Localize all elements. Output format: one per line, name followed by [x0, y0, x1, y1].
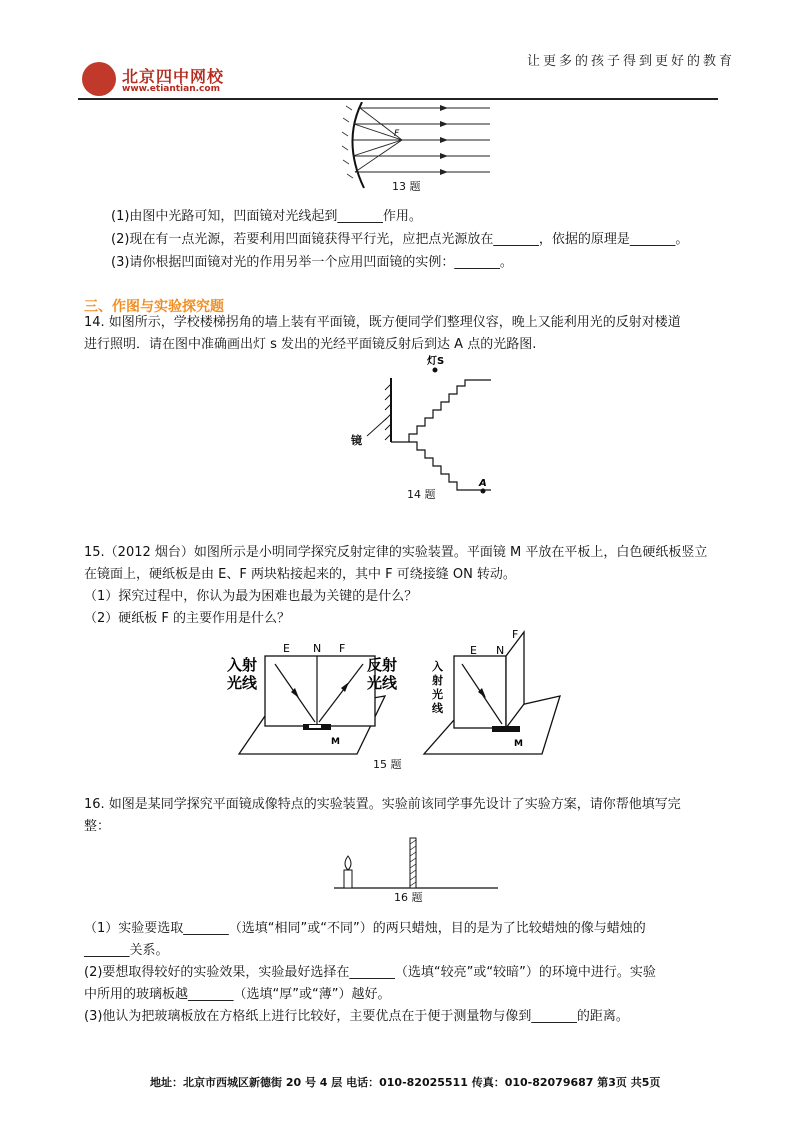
q16-line-6: 中所用的玻璃板越_______（选填“厚”或“薄”）越好。: [84, 987, 391, 1002]
figure-15-right-label-M: M: [514, 739, 523, 749]
figure-15-right-vert-2: 射: [432, 674, 443, 687]
header-slogan: 让更多的孩子得到更好的教育: [527, 54, 736, 69]
figure-14-caption: 14 题: [407, 488, 436, 501]
figure-15-right-label-E: E: [470, 644, 477, 657]
figure-15-label-E: E: [283, 642, 290, 655]
figure-14-mirror-label: 镜: [351, 434, 362, 447]
figure-14-staircase: [345, 352, 505, 502]
figure-15-right-apparatus: [418, 624, 568, 760]
figure-15-incident-label-2: 光线: [227, 674, 258, 692]
figure-13-caption: 13 题: [392, 180, 421, 193]
figure-15-right-vert-4: 线: [432, 702, 443, 715]
figure-15-label-N: N: [313, 642, 322, 655]
figure-15-right-vert-1: 入: [432, 660, 443, 673]
figure-14-lamp-label: 灯S: [427, 356, 445, 367]
q16-line-4: _______关系。: [84, 943, 169, 958]
figure-14-point-label: A: [479, 478, 487, 489]
figure-15-label-F: F: [339, 642, 346, 655]
q16-line-3: （1）实验要选取_______（选填“相同”或“不同”）的两只蜡烛，目的是为了比较蜡烛的像与蜡烛的: [84, 921, 646, 936]
q16-line-5: (2)要想取得较好的实验效果，实验最好选择在_______（选填“较亮”或“较暗”）的环境中进行。实验: [84, 965, 656, 980]
figure-15-left-apparatus: [225, 638, 400, 760]
section-title: 三、作图与实验探究题: [84, 299, 224, 315]
school-logo-url: www.etiantian.com: [122, 84, 220, 94]
q13-line-1: (1)由图中光路可知，凹面镜对光线起到_______作用。: [111, 209, 422, 224]
figure-16-caption: 16 题: [394, 891, 423, 904]
q13-line-3: (3)请你根据凹面镜对光的作用另举一个应用凹面镜的实例：_______。: [111, 255, 513, 270]
figure-15-incident-label-1: 入射: [227, 656, 258, 674]
q16-line-7: (3)他认为把玻璃板放在方格纸上进行比较好，主要优点在于便于测量物与像到_______的距离。: [84, 1009, 629, 1024]
school-logo-emblem: [82, 62, 116, 96]
school-logo-name: 北京四中网校: [122, 67, 225, 86]
figure-15-reflected-label-1: 反射: [367, 656, 398, 674]
figure-15-right-label-F: F: [512, 628, 519, 641]
header-divider: [78, 98, 718, 100]
figure-13-focus-label: F: [394, 129, 400, 139]
figure-15-caption: 15 题: [373, 758, 402, 771]
figure-15-right-label-N: N: [496, 644, 505, 657]
figure-15-right-vert-3: 光: [432, 688, 443, 701]
q13-line-2: (2)现在有一点光源，若要利用凹面镜获得平行光，应把点光源放在_______，依据的原理是_______。: [111, 232, 689, 247]
q14-line-2: 进行照明．请在图中准确画出灯 s 发出的光经平面镜反射后到达 A 点的光路图.: [84, 337, 537, 352]
page-footer: 地址：北京市西城区新德街 20 号 4 层 电话：010-82025511 传真：010-82079687 第3页 共5页: [150, 1076, 661, 1089]
q16-line-2: 整：: [84, 819, 111, 834]
figure-15-label-M: M: [331, 737, 340, 747]
q16-line-1: 16. 如图是某同学探究平面镜成像特点的实验装置。实验前该同学事先设计了实验方案，请你帮他填写完: [84, 797, 681, 812]
q15-line-4: （2）硬纸板 F 的主要作用是什么？: [84, 611, 291, 626]
q15-line-3: （1）探究过程中，你认为最为困难也最为关键的是什么？: [84, 589, 418, 604]
q15-line-1: 15.（2012 烟台）如图所示是小明同学探究反射定律的实验装置。平面镜 M 平放在平板上，白色硬纸板竖立: [84, 545, 708, 560]
figure-15-reflected-label-2: 光线: [367, 674, 398, 692]
q15-line-2: 在镜面上，硬纸板是由 E、F 两块粘接起来的，其中 F 可绕接缝 ON 转动。: [84, 567, 516, 582]
q14-line-1: 14. 如图所示，学校楼梯拐角的墙上装有平面镜，既方便同学们整理仪容，晚上又能利用光的反射对楼道: [84, 315, 681, 330]
